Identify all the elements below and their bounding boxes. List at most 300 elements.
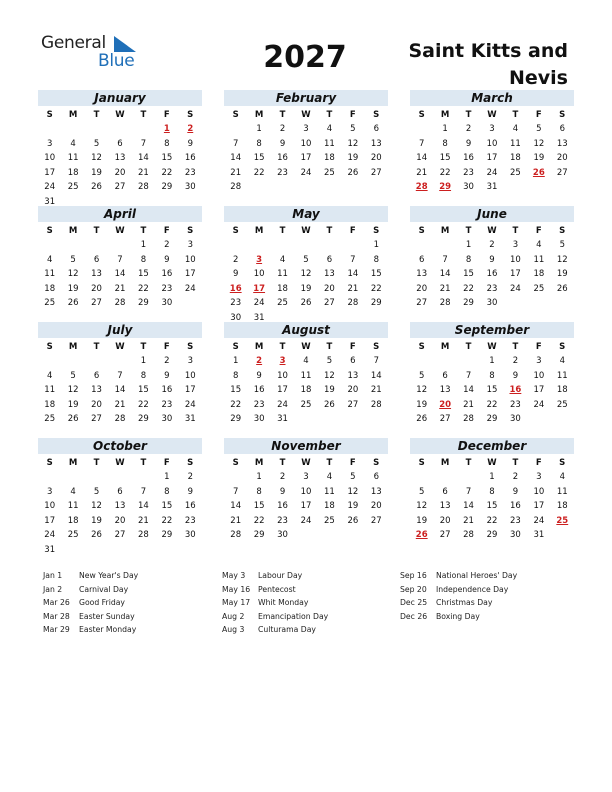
holiday-row <box>43 583 233 597</box>
day-grid <box>410 122 574 212</box>
day-cell: 16 <box>277 153 288 163</box>
weekday-label: S <box>46 458 53 468</box>
day-grid <box>38 238 202 328</box>
day-cell: 1 <box>465 240 472 250</box>
day-cell: 6 <box>350 356 356 366</box>
day-cell: 26 <box>300 298 312 308</box>
day-cell: 23 <box>253 399 265 410</box>
day-cell: 10 <box>184 254 196 265</box>
weekday-label: S <box>418 226 425 236</box>
holiday-day-cell: 20 <box>439 399 452 410</box>
day-cell: 25 <box>67 530 79 540</box>
day-cell: 28 <box>114 298 126 308</box>
holiday-date: Jan 2 <box>43 584 63 594</box>
day-cell: 1 <box>140 240 147 250</box>
weekday-label: W <box>301 110 311 120</box>
day-cell: 27 <box>370 167 382 178</box>
day-cell: 20 <box>416 283 428 294</box>
day-cell: 20 <box>91 283 102 294</box>
weekday-label: F <box>535 342 542 352</box>
day-cell: 21 <box>416 167 428 178</box>
day-cell: 22 <box>253 167 265 178</box>
day-cell: 19 <box>67 283 79 294</box>
day-cell: 13 <box>370 138 382 149</box>
day-cell: 4 <box>303 356 309 366</box>
day-cell: 30 <box>230 312 242 323</box>
weekday-header <box>224 108 388 122</box>
day-cell: 3 <box>47 486 53 497</box>
day-cell: 6 <box>117 138 123 149</box>
day-cell: 25 <box>324 167 335 178</box>
month-name: January <box>38 90 202 106</box>
month-july <box>38 322 202 444</box>
holiday-day-cell: 2 <box>187 124 194 134</box>
weekday-label: T <box>93 226 100 236</box>
day-cell: 24 <box>486 167 498 178</box>
day-cell: 19 <box>300 283 312 294</box>
month-november <box>224 438 388 560</box>
weekday-label: T <box>326 342 333 352</box>
day-cell: 24 <box>184 399 196 410</box>
weekday-label: S <box>187 458 194 468</box>
day-cell: 17 <box>184 385 196 395</box>
logo-blue-text: Blue <box>98 51 135 71</box>
day-cell: 5 <box>350 472 356 482</box>
day-cell: 4 <box>70 138 76 149</box>
day-cell: 17 <box>510 269 521 279</box>
weekday-header <box>38 108 202 122</box>
day-cell: 12 <box>556 254 568 265</box>
day-grid <box>224 470 388 560</box>
day-cell: 23 <box>463 167 474 178</box>
day-cell: 14 <box>347 269 359 279</box>
day-cell: 23 <box>161 399 173 410</box>
day-cell: 31 <box>277 414 288 424</box>
weekday-label: W <box>301 226 311 236</box>
day-cell: 8 <box>465 254 472 265</box>
day-cell: 15 <box>138 269 149 279</box>
day-cell: 7 <box>140 138 147 149</box>
weekday-label: T <box>279 226 286 236</box>
day-cell: 15 <box>138 385 149 395</box>
day-cell: 23 <box>486 283 498 294</box>
day-cell: 8 <box>140 254 147 265</box>
day-cell: 19 <box>67 399 79 410</box>
day-cell: 7 <box>140 486 147 497</box>
holiday-date: May 3 <box>222 571 246 580</box>
day-cell: 16 <box>277 501 288 511</box>
weekday-label: F <box>163 458 170 468</box>
day-cell: 2 <box>489 240 495 250</box>
holiday-row <box>43 623 233 637</box>
day-cell: 2 <box>512 356 519 366</box>
day-cell: 28 <box>439 298 451 308</box>
day-cell: 20 <box>370 501 382 511</box>
holiday-name: Whit Monday <box>258 598 309 607</box>
day-cell: 4 <box>559 472 565 482</box>
day-cell: 15 <box>439 153 451 163</box>
holiday-row <box>222 583 412 597</box>
day-cell: 7 <box>419 138 425 149</box>
day-cell: 25 <box>300 399 312 410</box>
weekday-label: S <box>46 226 53 236</box>
month-december <box>410 438 574 560</box>
weekday-label: S <box>232 342 239 352</box>
weekday-label: F <box>163 342 170 352</box>
month-name: November <box>224 438 388 454</box>
day-cell: 23 <box>161 283 173 294</box>
day-cell: 8 <box>489 370 495 381</box>
weekday-label: T <box>140 458 147 468</box>
day-cell: 20 <box>91 399 102 410</box>
holiday-name: Independence Day <box>436 584 509 594</box>
day-cell: 22 <box>230 399 242 410</box>
day-cell: 27 <box>556 167 568 178</box>
day-grid <box>224 354 388 444</box>
month-april <box>38 206 202 328</box>
day-cell: 27 <box>370 515 382 526</box>
day-cell: 18 <box>324 153 335 163</box>
day-cell: 10 <box>277 370 288 381</box>
day-cell: 9 <box>256 370 262 381</box>
day-cell: 22 <box>138 283 149 294</box>
day-cell: 1 <box>373 240 379 250</box>
weekday-label: S <box>187 110 194 120</box>
day-cell: 24 <box>253 298 265 308</box>
day-cell: 21 <box>114 283 126 294</box>
day-cell: 16 <box>161 385 173 395</box>
weekday-label: W <box>115 226 125 236</box>
weekday-label: F <box>163 110 170 120</box>
day-cell: 12 <box>300 269 312 279</box>
day-cell: 29 <box>486 530 498 540</box>
day-cell: 13 <box>91 385 102 395</box>
day-cell: 3 <box>489 124 495 134</box>
day-cell: 10 <box>510 254 521 265</box>
month-name: September <box>410 322 574 338</box>
day-cell: 24 <box>300 167 312 178</box>
day-cell: 28 <box>230 530 242 540</box>
day-cell: 16 <box>510 501 521 511</box>
day-cell: 6 <box>326 254 333 265</box>
day-cell: 27 <box>347 399 359 410</box>
weekday-label: T <box>465 458 472 468</box>
holiday-day-cell: 3 <box>256 254 263 265</box>
day-cell: 13 <box>370 486 382 497</box>
day-cell: 9 <box>279 486 286 497</box>
day-cell: 1 <box>489 472 495 482</box>
month-name: December <box>410 438 574 454</box>
day-cell: 6 <box>559 124 565 134</box>
day-cell: 27 <box>439 414 451 424</box>
holiday-day-cell: 3 <box>279 356 286 366</box>
day-cell: 11 <box>324 486 335 497</box>
holiday-name: Culturama Day <box>258 625 316 634</box>
holiday-date: Sep 16 <box>400 571 427 580</box>
day-cell: 4 <box>559 356 565 366</box>
day-cell: 3 <box>187 356 193 366</box>
holiday-column <box>222 569 412 637</box>
day-cell: 3 <box>303 124 309 134</box>
holiday-day-cell: 1 <box>163 124 170 134</box>
weekday-label: T <box>279 110 286 120</box>
day-cell: 21 <box>230 167 242 178</box>
weekday-label: T <box>93 110 100 120</box>
day-grid <box>410 470 574 560</box>
weekday-label: S <box>559 226 566 236</box>
day-cell: 13 <box>416 269 428 279</box>
day-cell: 14 <box>230 153 242 163</box>
weekday-label: W <box>487 458 497 468</box>
weekday-header <box>38 224 202 238</box>
day-cell: 30 <box>463 182 474 192</box>
month-may <box>224 206 388 328</box>
day-cell: 18 <box>67 167 79 178</box>
day-cell: 6 <box>117 486 123 497</box>
holiday-date: Jan 1 <box>43 571 63 580</box>
weekday-label: S <box>232 458 239 468</box>
holiday-date: Mar 29 <box>43 625 70 634</box>
weekday-label: S <box>418 110 425 120</box>
holiday-row <box>222 569 412 583</box>
holiday-day-cell: 28 <box>415 182 428 192</box>
weekday-label: S <box>418 458 425 468</box>
weekday-label: T <box>279 458 286 468</box>
day-cell: 19 <box>347 501 359 511</box>
day-cell: 19 <box>324 385 335 395</box>
day-cell: 26 <box>324 399 335 410</box>
day-cell: 21 <box>138 167 149 178</box>
day-cell: 8 <box>164 486 170 497</box>
holiday-day-cell: 17 <box>253 283 266 294</box>
day-cell: 10 <box>486 138 498 149</box>
day-cell: 26 <box>347 515 359 526</box>
day-cell: 11 <box>556 486 568 497</box>
holiday-row <box>222 610 412 624</box>
weekday-label: T <box>93 342 100 352</box>
day-cell: 18 <box>556 501 568 511</box>
day-cell: 21 <box>370 385 382 395</box>
day-cell: 23 <box>277 167 288 178</box>
day-grid <box>224 122 388 212</box>
holiday-row <box>400 596 590 610</box>
day-cell: 24 <box>184 283 196 294</box>
day-cell: 23 <box>510 515 521 526</box>
day-cell: 2 <box>233 254 239 265</box>
day-cell: 12 <box>416 501 428 511</box>
day-cell: 27 <box>114 530 126 540</box>
day-cell: 15 <box>230 385 242 395</box>
day-cell: 9 <box>187 138 193 149</box>
day-cell: 15 <box>161 501 173 511</box>
holiday-column <box>400 569 590 623</box>
month-name: May <box>224 206 388 222</box>
weekday-label: W <box>487 226 497 236</box>
day-cell: 12 <box>91 501 102 511</box>
day-cell: 22 <box>161 515 173 526</box>
weekday-label: S <box>232 110 239 120</box>
day-cell: 3 <box>187 240 193 250</box>
day-cell: 30 <box>510 414 521 424</box>
day-cell: 31 <box>486 182 498 192</box>
day-cell: 7 <box>373 356 379 366</box>
day-cell: 30 <box>253 414 265 424</box>
day-cell: 31 <box>44 196 56 207</box>
day-cell: 27 <box>439 530 451 540</box>
day-cell: 19 <box>91 167 102 178</box>
holiday-column <box>43 569 233 637</box>
day-cell: 27 <box>416 298 428 308</box>
day-cell: 18 <box>277 283 288 294</box>
day-cell: 26 <box>91 530 102 540</box>
day-cell: 5 <box>559 240 565 250</box>
day-cell: 19 <box>347 153 359 163</box>
holiday-name: Emancipation Day <box>258 611 329 621</box>
day-cell: 11 <box>510 138 521 149</box>
day-cell: 13 <box>91 269 102 279</box>
weekday-label: W <box>487 110 497 120</box>
day-cell: 22 <box>138 399 149 410</box>
day-cell: 18 <box>44 399 56 410</box>
day-cell: 13 <box>439 501 451 511</box>
day-cell: 7 <box>442 254 448 265</box>
day-cell: 28 <box>230 182 242 192</box>
day-cell: 11 <box>44 385 56 395</box>
day-cell: 7 <box>465 370 472 381</box>
day-cell: 29 <box>253 530 265 540</box>
day-cell: 30 <box>161 414 173 424</box>
weekday-header <box>224 340 388 354</box>
weekday-label: F <box>163 226 170 236</box>
weekday-label: T <box>326 226 333 236</box>
day-cell: 26 <box>67 414 79 424</box>
day-cell: 1 <box>489 356 495 366</box>
day-cell: 6 <box>442 370 448 381</box>
day-cell: 6 <box>373 124 379 134</box>
day-cell: 15 <box>463 269 474 279</box>
weekday-label: W <box>301 342 311 352</box>
month-name: February <box>224 90 388 106</box>
weekday-label: T <box>465 226 472 236</box>
weekday-header <box>410 340 574 354</box>
day-cell: 30 <box>486 298 498 308</box>
weekday-label: M <box>68 342 78 352</box>
weekday-label: S <box>187 226 194 236</box>
day-cell: 23 <box>510 399 521 410</box>
day-cell: 29 <box>138 298 149 308</box>
weekday-header <box>410 108 574 122</box>
day-cell: 21 <box>230 515 242 526</box>
day-cell: 14 <box>138 501 149 511</box>
month-name: April <box>38 206 202 222</box>
day-cell: 26 <box>347 167 359 178</box>
day-cell: 23 <box>230 298 242 308</box>
day-cell: 20 <box>114 167 126 178</box>
holiday-day-cell: 29 <box>439 182 452 192</box>
day-cell: 4 <box>326 472 333 482</box>
day-cell: 10 <box>44 153 56 163</box>
day-cell: 11 <box>300 370 312 381</box>
day-grid <box>410 354 574 444</box>
day-cell: 18 <box>556 385 568 395</box>
day-grid <box>38 354 202 444</box>
day-cell: 20 <box>439 515 451 526</box>
day-cell: 6 <box>442 486 448 497</box>
day-cell: 17 <box>184 269 196 279</box>
day-cell: 25 <box>44 414 56 424</box>
month-october <box>38 438 202 560</box>
day-cell: 29 <box>370 298 382 308</box>
day-cell: 28 <box>138 182 149 192</box>
weekday-label: S <box>373 458 380 468</box>
month-name: July <box>38 322 202 338</box>
day-cell: 30 <box>277 530 288 540</box>
day-cell: 25 <box>510 167 521 178</box>
day-cell: 1 <box>140 356 147 366</box>
holiday-date: Mar 28 <box>43 611 70 621</box>
logo-general-text: General <box>41 33 106 53</box>
holiday-date: May 16 <box>222 584 251 594</box>
holiday-name: Pentecost <box>258 584 296 594</box>
weekday-label: M <box>68 226 78 236</box>
day-cell: 24 <box>510 283 521 294</box>
day-cell: 20 <box>347 385 359 395</box>
weekday-label: F <box>349 342 356 352</box>
weekday-label: T <box>512 110 519 120</box>
holiday-row <box>43 596 233 610</box>
holiday-row <box>400 569 590 583</box>
day-cell: 8 <box>442 138 448 149</box>
weekday-label: T <box>512 458 519 468</box>
day-cell: 4 <box>47 254 53 265</box>
day-cell: 25 <box>277 298 288 308</box>
day-cell: 4 <box>47 370 53 381</box>
day-cell: 10 <box>184 370 196 381</box>
day-cell: 11 <box>67 153 79 163</box>
weekday-label: S <box>418 342 425 352</box>
day-cell: 18 <box>510 153 521 163</box>
day-cell: 13 <box>114 153 126 163</box>
holiday-name: Boxing Day <box>436 611 480 621</box>
month-june <box>410 206 574 328</box>
day-cell: 8 <box>256 486 262 497</box>
holiday-day-cell: 26 <box>415 530 428 540</box>
weekday-label: S <box>46 110 53 120</box>
day-cell: 9 <box>512 370 519 381</box>
weekday-label: W <box>115 342 125 352</box>
day-cell: 29 <box>138 414 149 424</box>
day-cell: 10 <box>533 486 545 497</box>
day-cell: 12 <box>416 385 428 395</box>
holiday-name: Labour Day <box>258 571 303 580</box>
day-cell: 4 <box>512 124 519 134</box>
day-cell: 21 <box>463 515 474 526</box>
weekday-label: T <box>512 342 519 352</box>
holiday-day-cell: 26 <box>532 167 545 178</box>
holiday-row <box>43 610 233 624</box>
day-cell: 1 <box>442 124 448 134</box>
day-cell: 11 <box>556 370 568 381</box>
day-cell: 28 <box>370 399 382 410</box>
day-cell: 6 <box>419 254 425 265</box>
month-august <box>224 322 388 444</box>
weekday-label: M <box>254 458 264 468</box>
day-cell: 13 <box>556 138 568 149</box>
day-cell: 5 <box>536 124 542 134</box>
weekday-label: S <box>373 110 380 120</box>
day-cell: 29 <box>161 182 173 192</box>
logo-flag-icon <box>114 36 136 52</box>
